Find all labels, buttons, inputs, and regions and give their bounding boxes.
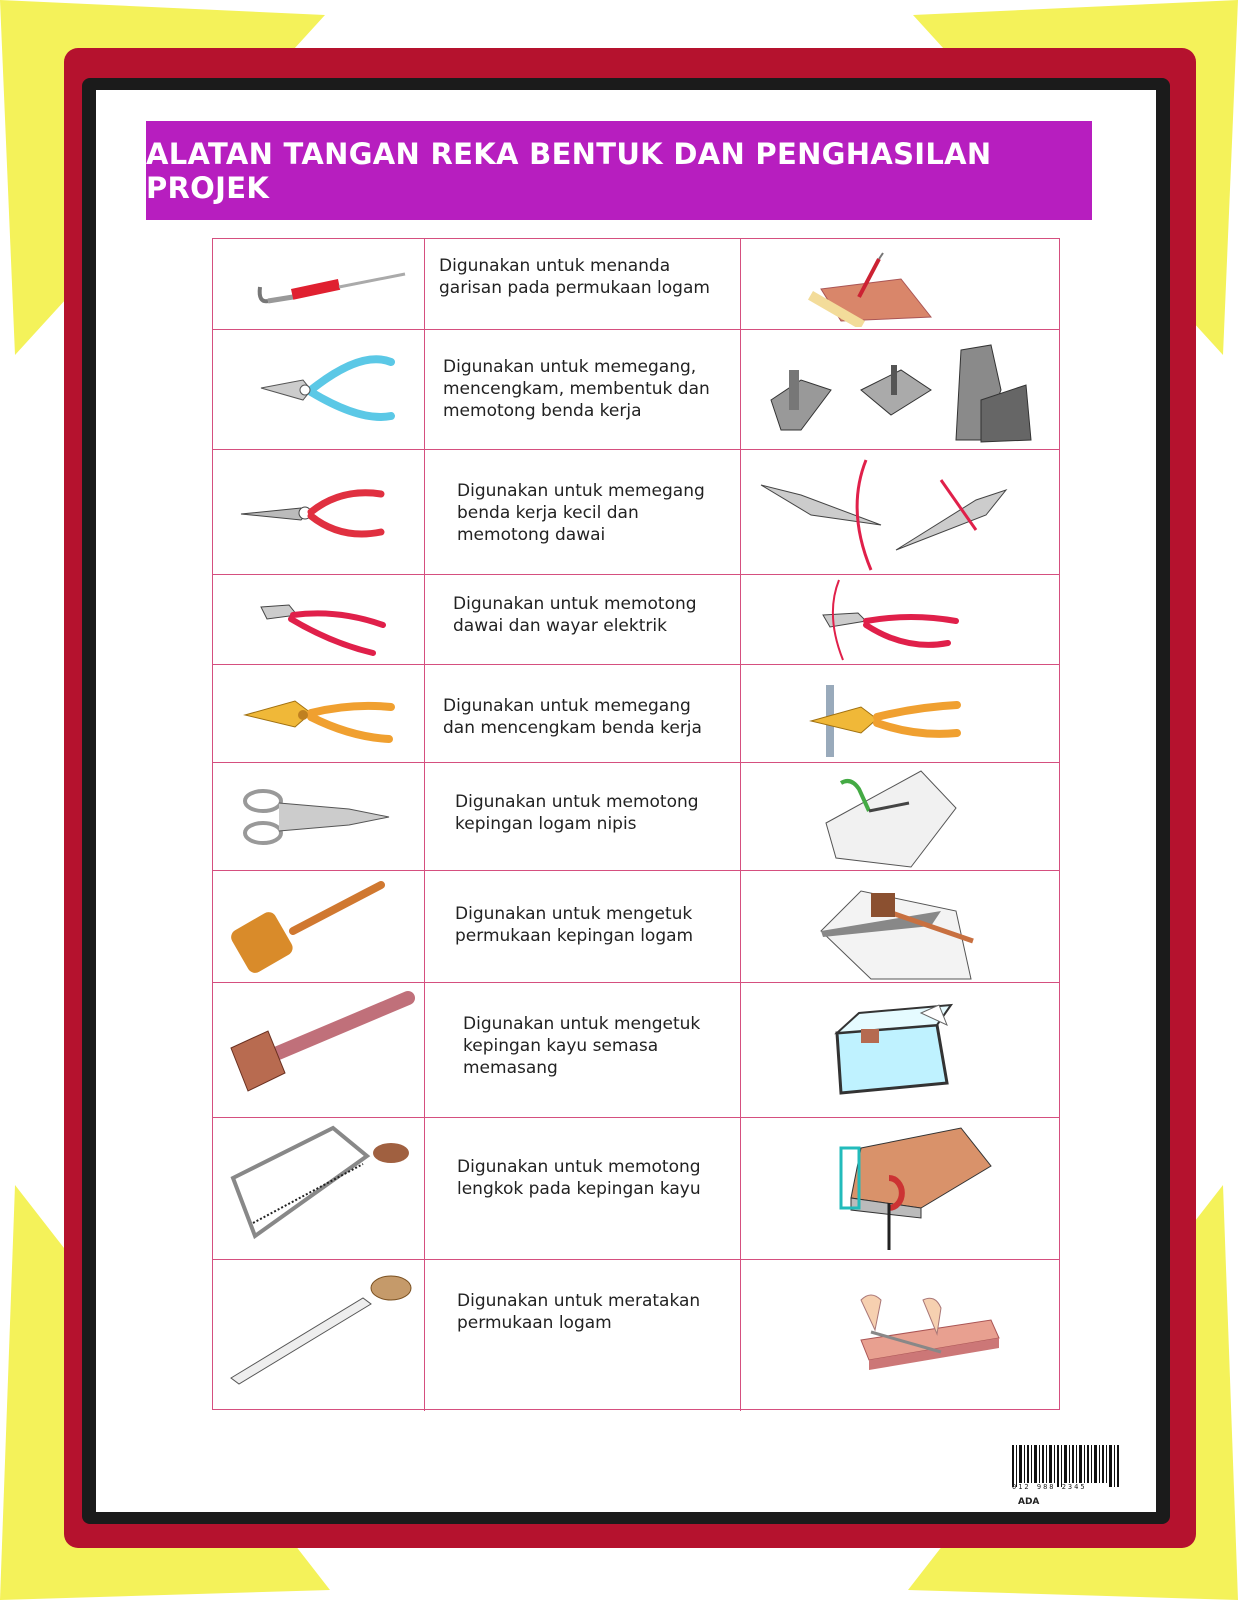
filing-wood-icon: [741, 1260, 1059, 1410]
tool-description: Digunakan untuk memotong dawai dan wayar elektrik: [453, 594, 697, 636]
coping-saw-icon: [213, 1118, 423, 1258]
coping-saw-clamped-wood-icon: [741, 1118, 1059, 1258]
tool-description: Digunakan untuk meratakan permukaan logam: [457, 1291, 701, 1333]
tool-description: Digunakan untuk memegang dan mencengkam benda kerja: [443, 696, 702, 738]
table-row: [213, 239, 1059, 329]
scriber-marking-metal-icon: [741, 239, 1041, 327]
diagonal-cutter-icon: [213, 575, 423, 663]
mallet-on-sheet-icon: [741, 871, 1059, 981]
combination-pliers-icon: [213, 665, 423, 761]
mallet-icon: [213, 871, 423, 981]
tool-description: Digunakan untuk memegang benda kerja kecil dan memotong dawai: [457, 481, 705, 545]
poster-title: ALATAN TANGAN REKA BENTUK DAN PENGHASILAN PROJEK: [146, 136, 992, 205]
table-row: [213, 664, 1059, 762]
table-row: [213, 982, 1059, 1117]
pliers-bending-work-icon: [741, 330, 1059, 448]
table-row: [213, 574, 1059, 664]
tool-description: Digunakan untuk menanda garisan pada permukaan logam: [439, 256, 710, 298]
barcode-number: 012 988 2345: [1012, 1483, 1087, 1491]
snips-cutting-sheet-icon: [741, 763, 1059, 869]
table-row: [213, 1117, 1059, 1259]
table-row: [213, 329, 1059, 449]
mallet-assembling-wood-icon: [741, 983, 1059, 1116]
long-nose-pliers-icon: [213, 450, 423, 573]
cutter-cutting-wire-icon: [741, 575, 1059, 663]
tool-description: Digunakan untuk mengetuk kepingan kayu semasa memasang: [463, 1014, 701, 1078]
scriber-icon: [213, 239, 423, 327]
table-row: [213, 870, 1059, 982]
pliers-cutting-wire-icon: [741, 450, 1059, 573]
barcode-label: ADA: [1018, 1497, 1040, 1507]
needle-nose-pliers-icon: [213, 330, 423, 448]
tool-description: Digunakan untuk memegang, mencengkam, membentuk dan memotong benda kerja: [443, 357, 710, 421]
table-row: [213, 1259, 1059, 1411]
file-icon: [213, 1260, 423, 1410]
pliers-gripping-rod-icon: [741, 665, 1059, 761]
table-row: [213, 762, 1059, 870]
wooden-mallet-icon: [213, 983, 423, 1116]
tool-description: Digunakan untuk memotong kepingan logam nipis: [455, 792, 699, 834]
table-row: [213, 449, 1059, 574]
tool-description: Digunakan untuk memotong lengkok pada kepingan kayu: [457, 1157, 701, 1199]
tool-table: [212, 238, 1060, 1410]
tool-description: Digunakan untuk mengetuk permukaan kepingan logam: [455, 904, 694, 946]
tin-snips-icon: [213, 763, 423, 869]
title-banner: [146, 121, 1092, 220]
